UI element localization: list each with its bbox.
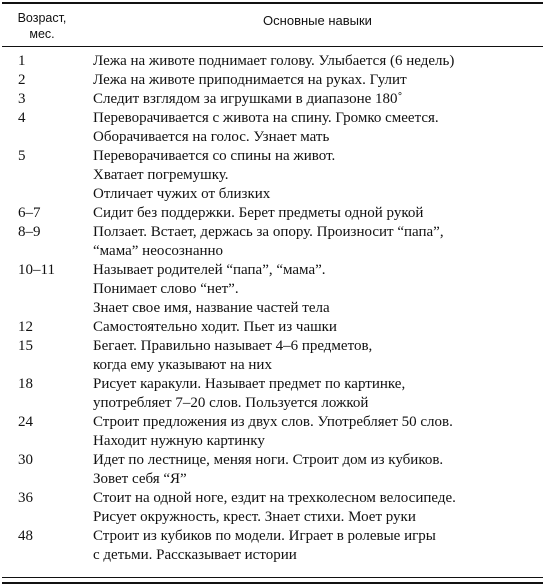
skill-line: Стоит на одной ноге, ездит на трехколесном велосипеде. bbox=[93, 490, 456, 506]
table-row bbox=[0, 337, 545, 375]
age-cell: 2 bbox=[18, 72, 26, 88]
skills-cell bbox=[93, 147, 543, 204]
bottom-rule-2 bbox=[2, 582, 543, 584]
age-cell: 48 bbox=[18, 528, 33, 544]
header-age: Возраст, мес. bbox=[17, 11, 67, 41]
skills-cell bbox=[93, 527, 543, 565]
skill-line: Ползает. Встает, держась за опору. Произносит “папа”, bbox=[93, 224, 444, 240]
skill-line: Сидит без поддержки. Берет предметы одной рукой bbox=[93, 205, 424, 221]
skills-cell bbox=[93, 375, 543, 413]
table-row bbox=[0, 109, 545, 147]
skill-line: Рисует каракули. Называет предмет по картинке, bbox=[93, 376, 406, 392]
age-cell: 10–11 bbox=[18, 262, 55, 278]
skills-cell bbox=[93, 318, 543, 337]
age-cell: 4 bbox=[18, 110, 26, 126]
table-row bbox=[0, 527, 545, 565]
age-cell: 6–7 bbox=[18, 205, 41, 221]
skill-line: Понимает слово “нет”. bbox=[93, 281, 239, 297]
header-rule bbox=[2, 46, 543, 47]
header-skills: Основные навыки bbox=[263, 13, 372, 28]
age-cell: 36 bbox=[18, 490, 33, 506]
skill-line: когда ему указывают на них bbox=[93, 357, 272, 373]
skill-line: “мама” неосознанно bbox=[93, 243, 224, 259]
bottom-rule-1 bbox=[2, 577, 543, 578]
table-row bbox=[0, 71, 545, 90]
skill-line: Зовет себя “Я” bbox=[93, 471, 187, 487]
skills-cell bbox=[93, 90, 543, 109]
skill-line: употребляет 7–20 слов. Пользуется ложкой bbox=[93, 395, 369, 411]
skill-line: Переворачивается с живота на спину. Громко смеется. bbox=[93, 110, 439, 126]
age-cell: 30 bbox=[18, 452, 33, 468]
skill-line: Следит взглядом за игрушками в диапазоне 180˚ bbox=[93, 91, 403, 107]
table-row bbox=[0, 204, 545, 223]
skills-cell bbox=[93, 261, 543, 318]
skills-table-body bbox=[0, 52, 545, 576]
skill-line: Бегает. Правильно называет 4–6 предметов, bbox=[93, 338, 373, 354]
skill-line: Хватает погремушку. bbox=[93, 167, 229, 183]
age-cell: 5 bbox=[18, 148, 26, 164]
table-row bbox=[0, 223, 545, 261]
skills-cell bbox=[93, 451, 543, 489]
skill-line: Самостоятельно ходит. Пьет из чашки bbox=[93, 319, 337, 335]
age-cell: 3 bbox=[18, 91, 26, 107]
skill-line: Оборачивается на голос. Узнает мать bbox=[93, 129, 330, 145]
skill-line: с детьми. Рассказывает истории bbox=[93, 547, 297, 563]
age-cell: 24 bbox=[18, 414, 33, 430]
table-row bbox=[0, 375, 545, 413]
skills-cell bbox=[93, 71, 543, 90]
skill-line: Лежа на животе приподнимается на руках. Гулит bbox=[93, 72, 407, 88]
table-row bbox=[0, 413, 545, 451]
table-row bbox=[0, 52, 545, 71]
skills-cell bbox=[93, 413, 543, 451]
table-row bbox=[0, 261, 545, 318]
age-cell: 1 bbox=[18, 53, 26, 69]
table-row bbox=[0, 318, 545, 337]
skill-line: Рисует окружность, крест. Знает стихи. Моет руки bbox=[93, 509, 416, 525]
skill-line: Знает свое имя, название частей тела bbox=[93, 300, 330, 316]
skills-cell bbox=[93, 204, 543, 223]
table-row bbox=[0, 489, 545, 527]
skill-line: Строит предложения из двух слов. Употребляет 50 слов. bbox=[93, 414, 453, 430]
skill-line: Строит из кубиков по модели. Играет в ролевые игры bbox=[93, 528, 436, 544]
skill-line: Называет родителей “папа”, “мама”. bbox=[93, 262, 326, 278]
skills-cell bbox=[93, 52, 543, 71]
top-rule bbox=[2, 2, 543, 4]
skill-line: Лежа на животе поднимает голову. Улыбается (6 недель) bbox=[93, 53, 455, 69]
age-cell: 15 bbox=[18, 338, 33, 354]
skill-line: Отличает чужих от близких bbox=[93, 186, 271, 202]
skills-cell bbox=[93, 489, 543, 527]
skills-cell bbox=[93, 337, 543, 375]
age-cell: 8–9 bbox=[18, 224, 41, 240]
skill-line: Идет по лестнице, меняя ноги. Строит дом из кубиков. bbox=[93, 452, 444, 468]
skills-cell bbox=[93, 109, 543, 147]
skills-cell bbox=[93, 223, 543, 261]
age-cell: 18 bbox=[18, 376, 33, 392]
skill-line: Переворачивается со спины на живот. bbox=[93, 148, 336, 164]
table-row bbox=[0, 90, 545, 109]
skill-line: Находит нужную картинку bbox=[93, 433, 265, 449]
age-cell: 12 bbox=[18, 319, 33, 335]
table-row bbox=[0, 451, 545, 489]
table-row bbox=[0, 147, 545, 204]
